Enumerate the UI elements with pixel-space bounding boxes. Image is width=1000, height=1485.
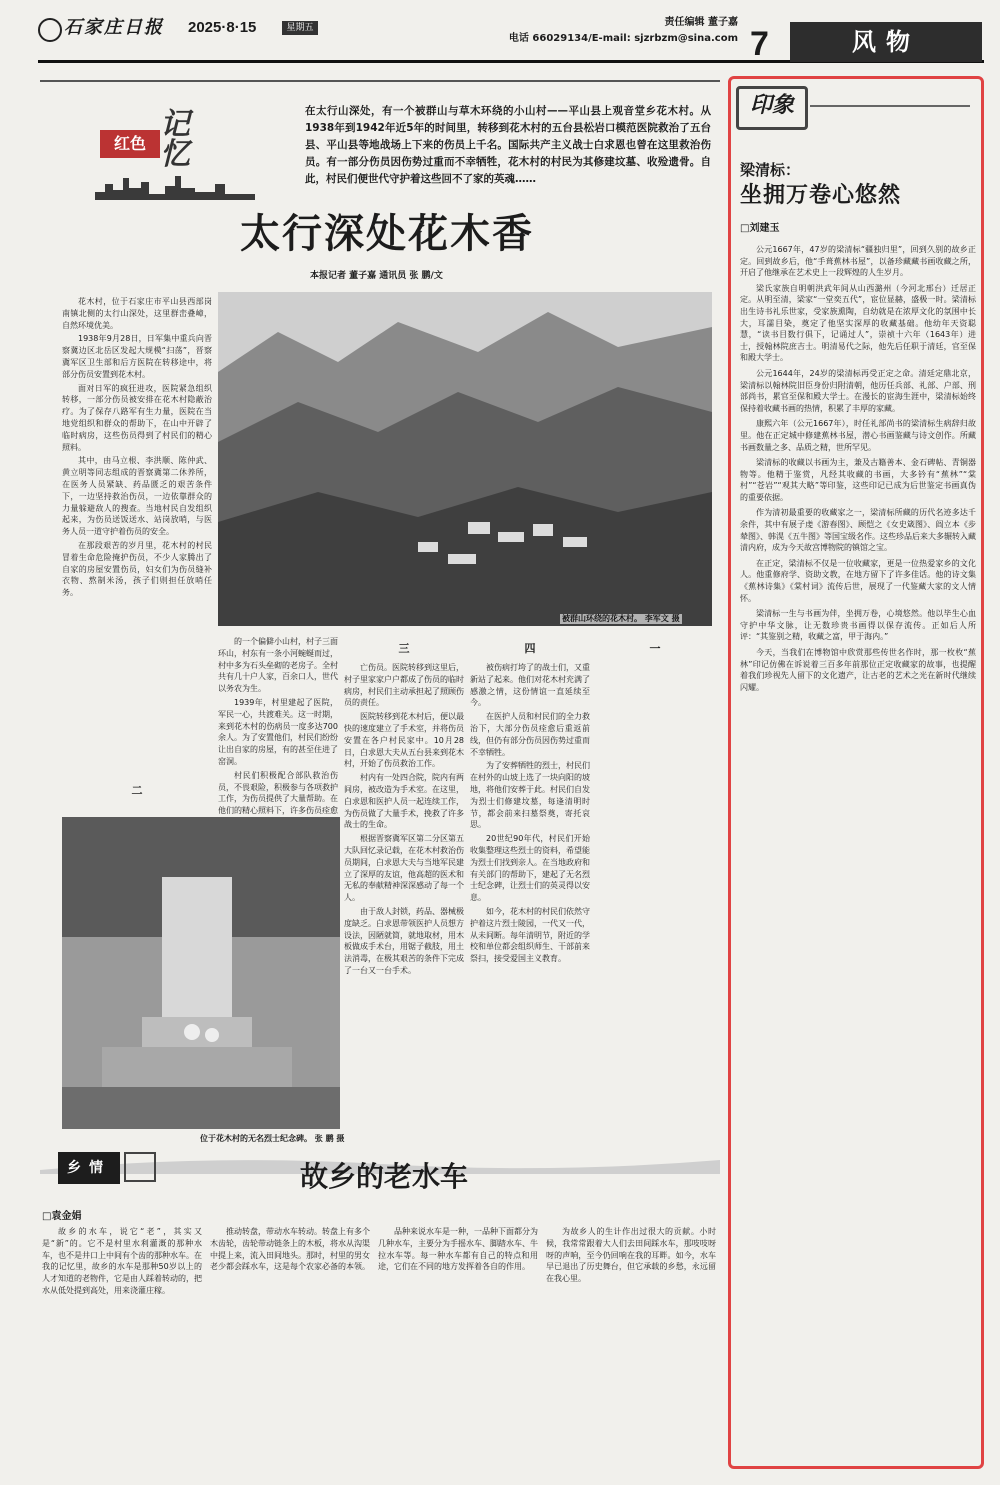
paragraph: 村民们积极配合部队救治伤员，不畏艰险，积极参与各项救护工作，为伤员提供了大量帮助。在他们的精心照料下，许多伤员痊愈: [218, 770, 338, 816]
paper-name: 石家庄日报: [64, 17, 164, 38]
section-number: 三: [398, 642, 410, 655]
story-column-3: [378, 1226, 538, 1466]
paragraph: 由于敌人封锁，药品、器械极度缺乏。白求恩带领医护人员想方设法，因陋就简，就地取材，用木板做成手术台，用锯子截肢，用土法消毒，在极其艰苦的条件下完成了一台又一台手术。: [344, 906, 464, 975]
photo-caption: 被群山环绕的花木村。 李军文 摄: [562, 614, 680, 623]
paragraph: 村内有一处四合院，院内有两间房，被改造为手术室。在这里，白求恩和医护人员一起连续工作，为伤员做了大量手术，挽救了许多战士的生命。: [344, 773, 464, 830]
photo-memorial: [62, 817, 340, 1129]
photo-mountain-village: [218, 292, 712, 626]
paragraph: 公元1667年，47岁的梁清标“疆独归里”，回到久别的故乡正定。回到故乡后，他“手葺蕉林书屋”，以备珍藏藏书画收藏之所，开启了他继承在艺术史上一段辉煌的人生岁月。: [740, 245, 976, 278]
paragraph: 花木村，位于石家庄市平山县西部岗南镇北侧的太行山深处，这里群峦叠嶂，自然环境优美。: [62, 297, 212, 330]
story-column-2: [218, 636, 338, 816]
logo-mark-icon: [38, 18, 62, 42]
paragraph: 公元1644年，24岁的梁清标再受正定之命。清廷定鼎北京，梁清标以翰林院旧臣身份归附清朝，他历任兵部、礼部、户部、刑部尚书，累官至保和殿大学士。在漫长的宦海生涯中，梁清标始终保持着收藏书画的热情，积累了丰厚的家藏。: [740, 368, 976, 413]
paragraph: 其中，由马立根、李洪顺、陈仲武、黄立明等同志组成的晋察冀第二休养所，在医务人员紧缺、药品匮乏的艰苦条件下，一边坚持救治伤员，一边依靠群众的力量躲避敌人的搜查。当地村民自发组织起来，为伤员送饭送水、站岗放哨，与医务人员一道守护着伤员的安全。: [62, 456, 212, 537]
weekday: 星期五: [282, 21, 318, 35]
memory-calligraphy: 记忆: [160, 107, 190, 172]
section-banner: 风物: [790, 22, 982, 62]
divider: [810, 105, 970, 107]
paragraph: 梁清标的收藏以书画为主，兼及古籍善本、金石碑帖、青铜器物等。他精于鉴赏，凡经其收藏的书画，大多钤有“蕉林”“棠村”“苍岩”“观其大略”等印鉴，这些印记已成为后世鉴定书画真伪的重要依据。: [740, 458, 976, 502]
city-silhouette-icon: [95, 172, 255, 200]
article-author: □刘建玉: [740, 223, 780, 234]
paragraph: 梁氏家族自明朝洪武年间从山西潞州（今河北邢台）迁居正定。从明至清，梁家“一堂奕五代”，宦位显赫，盛极一时。梁清标出生诗书礼乐世家，受家族熏陶，自幼就是在浓厚文化的氛围中长大，耳濡目染，奠定了他坚实深厚的收藏基础。他幼年天资聪慧，“读书目数行俱下，记诵过人”，崇祯十六年（1643年）进士，授翰林院庶吉士。明清易代之际，他先后任职于清廷，官至保和殿大学士。: [740, 283, 976, 363]
paragraph: 故乡的水车，说它“老”，其实又是“新”的。它不是村里水利灌溉的那种水车，也不是井口上中间有个齿的那种水车。在我的记忆里，故乡的水车是那种50岁以上的人才知道的老物件，它是由人踩着转动的，把水从低处提到高处，用来浇灌庄稼。: [42, 1227, 202, 1295]
paragraph: 作为清初最重要的收藏家之一，梁清标所藏的历代名迹多达千余件，其中有展子虔《游春图》、顾恺之《女史箴图》、阎立本《步辇图》、韩滉《五牛图》等国宝级名作。这些珍品后来大多辗转入藏清内府，成为今天故宫博物院的镇馆之宝。: [740, 508, 976, 553]
headline: 故乡的老水车: [300, 1160, 469, 1193]
section-two-heading: [62, 778, 212, 814]
paragraph: 康熙六年（公元1667年），时任礼部尚书的梁清标生病辞归故里。他在正定城中修建蕉林书屋，潜心书画鉴藏与诗文创作。所藏书画数量之多、品质之精，世所罕见。: [740, 419, 976, 452]
story-column-3: [344, 636, 464, 1136]
hometown-badge: 乡情: [58, 1152, 120, 1184]
paragraph: 1938年9月28日，日军集中重兵向晋察冀边区北岳区发起大规模“扫荡”，晋察冀军区卫生部和后方医院在转移途中，将部分伤员安置到花木村。: [62, 334, 212, 379]
memorial-monument-image: [62, 817, 340, 1129]
article-author: □袁金娟: [42, 1211, 82, 1222]
story-column-1: [62, 296, 212, 814]
paragraph: 的一个偏僻小山村，村子三面环山，村东有一条小河蜿蜒而过，村中多为石头垒砌的老房子。全村共有几十户人家，百余口人，世代以务农为生。: [218, 637, 338, 694]
paragraph: 为故乡人的生计作出过很大的贡献。小时候，我常常跟着大人们去田间踩水车，那吱吱呀呀的声响，至今仍回响在我的耳畔。如今，水车早已退出了历史舞台，但它承载的乡愁，永远留在我心里。: [546, 1227, 716, 1284]
paragraph: 品种来说水车是一种，一品种下面都分为几种水车，主要分为手摇水车、脚踏水车、牛拉水车等。每一种水车都有自己的特点和用途，它们在不同的地方发挥着各自的作用。: [378, 1227, 538, 1272]
article-body: [740, 244, 976, 1460]
paragraph: 梁清标一生与书画为伴，坐拥万卷，心境悠然。他以毕生心血守护中华文脉，让无数珍贵书画得以保存流传。正如后人所评：“其鉴别之精，收藏之富，甲于海内。”: [740, 609, 976, 642]
paragraph: 为了安葬牺牲的烈士，村民们在村外的山坡上选了一块向阳的坡地，将他们安葬于此。村民们自发为烈士们修建坟墓，每逢清明时节，都会前来扫墓祭奠，寄托哀思。: [470, 761, 590, 830]
story-column-2: [210, 1226, 370, 1466]
issue-date: 2025·8·15: [188, 19, 257, 36]
story-column-4: [546, 1226, 716, 1466]
article-title: 坐拥万卷心悠然: [740, 183, 902, 208]
story-column-1: [42, 1226, 202, 1466]
editor-line: 责任编辑 董子嘉: [664, 17, 738, 28]
paragraph: 1939年，村里建起了医院，军民一心，共渡难关。这一时期，来到花木村的伤病员一度多达700余人。为了安置他们，村民们纷纷让出自家的房屋，有的甚至住进了窑洞。: [218, 697, 338, 766]
paragraph: 如今，花木村的村民们依然守护着这片烈士陵园，一代又一代，从未间断。每年清明节，附近的学校和单位都会组织师生、干部前来祭扫，接受爱国主义教育。: [470, 906, 590, 964]
paragraph: 在医护人员和村民们的全力救治下，大部分伤员痊愈后重返前线，但仍有部分伤员因伤势过重而不幸牺牲。: [470, 712, 590, 757]
mountain-landscape-image: [218, 292, 712, 626]
paragraph: 20世纪90年代，村民们开始收集整理这些烈士的资料，希望能为烈士们找到亲人。在当地政府和有关部门的帮助下，建起了无名烈士纪念碑，让烈士们的英灵得以安息。: [470, 834, 590, 903]
paragraph: 面对日军的疯狂进攻，医院紧急组织转移，一部分伤员被安排在花木村隐蔽治疗。为了保存八路军有生力量，医院在当地党组织和群众的帮助下，在山中开辟了临时病房，这些伤员得到了村民们的精心照料。: [62, 383, 212, 452]
page-number: 7: [750, 25, 769, 63]
badge-frame: [124, 1152, 156, 1182]
paragraph: 根据晋察冀军区第二分区第五大队回忆录记载，在花木村救治伤员期间，白求恩大夫与当地军民建立了深厚的友谊，他高超的医术和无私的奉献精神深深感动了每一个人。: [344, 834, 464, 903]
paragraph: 亡伤员。医院转移到这里后，村子里家家户户都成了伤员的临时病房，村民们主动承担起了照顾伤员的责任。: [344, 663, 464, 708]
headline: 太行深处花木香: [240, 211, 534, 257]
story-column-4: [470, 636, 590, 1136]
paragraph: 推动转盘，带动水车转动。转盘上有多个木齿轮，齿轮带动链条上的木板，将水从沟渠中提上来，流入田间地头。那时，村里的男女老少都会踩水车，这是每个农家必备的本领。: [210, 1227, 370, 1272]
byline: 本报记者 董子嘉 通讯员 张 鹏/文: [310, 271, 443, 281]
masthead: [38, 16, 738, 62]
contact-line: 电话 66029134/E-mail: sjzrbzm@sina.com: [508, 33, 738, 44]
paragraph: 被伤病打垮了的战士们，又重新站了起来。他们对花木村充满了感激之情，这份情谊一直延续至今。: [470, 663, 590, 708]
paragraph: 在那段艰苦的岁月里，花木村的村民冒着生命危险掩护伤员，不少人家腾出了自家的房屋安置伤员，妇女们为伤员缝补衣物、熬制米汤，孩子们则担任放哨任务。: [62, 540, 212, 598]
story-column-5: [596, 636, 714, 1136]
impression-stamp: 印象: [736, 86, 808, 130]
section-number: 二: [131, 784, 143, 797]
article-kicker: 梁清标：: [740, 161, 801, 179]
photo-caption: 位于花木村的无名烈士纪念碑。 张 鹏 摄: [200, 1134, 345, 1143]
paragraph: 今天，当我们在博物馆中欣赏那些传世名作时，那一枚枚“蕉林”印记仿佛在诉说着三百多年前那位正定收藏家的故事，也提醒着我们珍视先人留下的文化遗产，让古老的艺术之光在新时代继续闪耀。: [740, 648, 976, 692]
lede: 在太行山深处，有一个被群山与草木环绕的小山村——平山县上观音堂乡花木村。从1938年到1942年近5年的时间里，转移到花木村的五台县松岩口模范医院救治了五台县、平山县等地战场上下来的伤员上千名。国际共产主义战士白求恩也曾在这里救治伤员。有一部分伤员因伤势过重而不幸牺牲，花木村的村民为其修建坟墓、收殓遗骨。自此，村民们便世代守护着这些回不了家的英魂……: [305, 105, 711, 185]
section-number: 四: [524, 642, 536, 655]
red-memory-badge: 红色: [100, 130, 160, 158]
section-number: 一: [649, 642, 661, 655]
paragraph: 医院转移到花木村后，便以最快的速度建立了手术室，并将伤员安置在各户村民家中。10月28日，白求恩大夫从五台县来到花木村，开始了伤员救治工作。: [344, 712, 464, 769]
paragraph: 在正定，梁清标不仅是一位收藏家，更是一位热爱家乡的文化人。他重修府学、资助文教，在地方留下了许多佳话。他的诗文集《蕉林诗集》《棠村词》流传后世，展现了一代鉴藏大家的文人情怀。: [740, 558, 976, 603]
